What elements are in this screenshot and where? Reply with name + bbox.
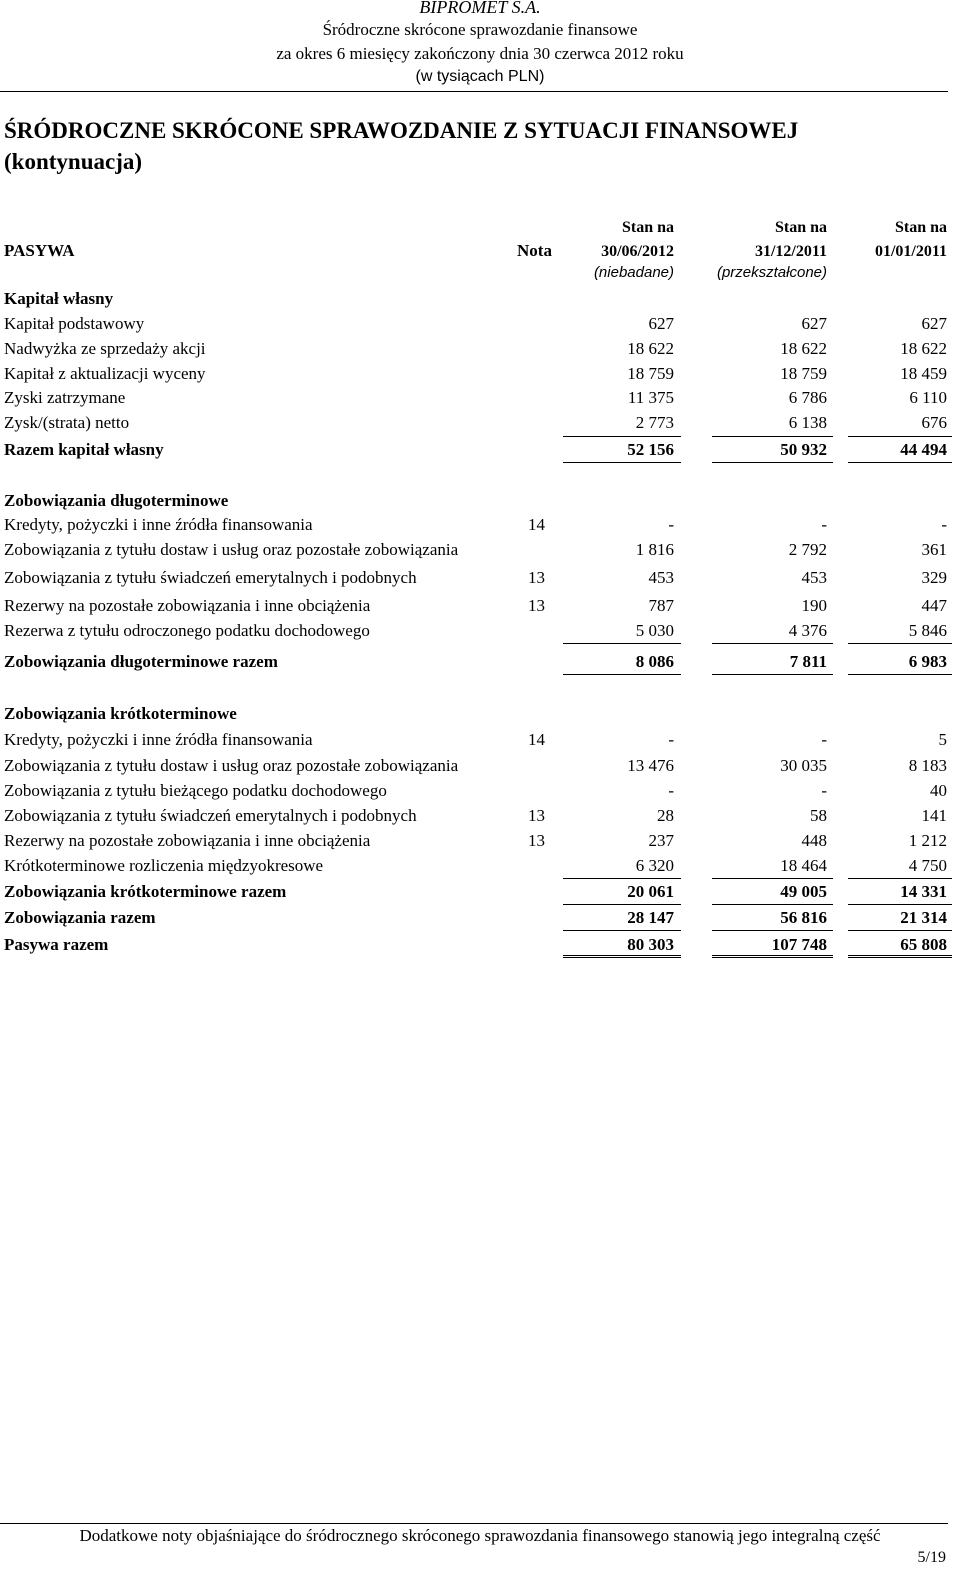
value-2011-01: 40 — [930, 781, 947, 800]
subtotal-rule — [848, 878, 952, 879]
row-label: Zobowiązania długoterminowe razem — [4, 652, 278, 671]
total-rule — [563, 904, 681, 905]
value-2012-06: 28 147 — [627, 908, 674, 927]
row-label: Zyski zatrzymane — [4, 388, 126, 407]
column-header-top: Stan na — [774, 219, 827, 236]
value-2011-01: 447 — [921, 596, 947, 615]
value-2012-06: 453 — [648, 568, 674, 587]
row-label: Rezerwa z tytułu odroczonego podatku dochodowego — [4, 621, 370, 640]
table-row — [0, 804, 960, 828]
row-note: 13 — [528, 806, 545, 825]
value-2011-12: 448 — [801, 831, 827, 850]
value-2012-06: 5 030 — [635, 621, 674, 640]
value-2012-06: 8 086 — [635, 652, 674, 671]
value-2011-12: 18 622 — [780, 339, 827, 358]
column-header-2011-01 — [875, 217, 947, 262]
table-row — [0, 829, 960, 853]
table-row — [0, 728, 960, 752]
row-note: 14 — [528, 515, 545, 534]
row-label: Zobowiązania z tytułu dostaw i usług oraz pozostałe zobowiązania — [4, 540, 459, 559]
header-divider — [0, 91, 948, 92]
value-2012-06: 11 375 — [627, 388, 674, 407]
grand-total-rule — [563, 955, 681, 958]
column-header-top: Stan na — [621, 219, 674, 236]
total-row — [0, 650, 960, 674]
value-2011-01: 5 846 — [908, 621, 947, 640]
value-2011-01: 627 — [921, 314, 947, 333]
value-2011-01: 361 — [921, 540, 947, 559]
row-label: Kredyty, pożyczki i inne źródła finansowania — [4, 515, 313, 534]
table-row — [0, 513, 960, 537]
note-column-header: Nota — [517, 241, 552, 260]
grand-total-rule — [712, 955, 833, 958]
currency-unit: (w tysiącach PLN) — [415, 68, 545, 85]
value-2012-06: 28 — [657, 806, 674, 825]
column-header-2011-12 — [717, 217, 827, 283]
value-2012-06: 1 816 — [635, 540, 674, 559]
value-2011-12: 58 — [810, 806, 827, 825]
value-2011-12: 107 748 — [771, 935, 827, 954]
table-row — [0, 337, 960, 361]
value-2011-01: 676 — [921, 413, 947, 432]
subtotal-rule — [848, 436, 952, 437]
value-2012-06: - — [668, 730, 674, 749]
value-2011-12: 2 792 — [788, 540, 827, 559]
row-note: 14 — [528, 730, 545, 749]
value-2011-01: 6 983 — [908, 652, 947, 671]
value-2012-06: 627 — [648, 314, 674, 333]
shortterm-heading: Zobowiązania krótkoterminowe — [4, 704, 237, 723]
grand-total-rule — [848, 955, 952, 958]
value-2011-12: - — [821, 781, 827, 800]
value-2011-12: 627 — [801, 314, 827, 333]
row-label: Pasywa razem — [4, 935, 109, 954]
value-2011-12: 50 932 — [780, 440, 827, 459]
value-2011-01: 14 331 — [900, 882, 947, 901]
column-header-date: 01/01/2011 — [874, 243, 947, 260]
value-2011-12: 6 138 — [788, 413, 827, 432]
row-label: Kredyty, pożyczki i inne źródła finansowania — [4, 730, 313, 749]
row-label: Zobowiązania krótkoterminowe razem — [4, 882, 287, 901]
value-2011-12: 6 786 — [788, 388, 827, 407]
value-2011-12: 7 811 — [789, 652, 827, 671]
total-row — [0, 438, 960, 462]
value-2012-06: 237 — [648, 831, 674, 850]
value-2011-01: 329 — [921, 568, 947, 587]
statement-subtitle: (kontynuacja) — [4, 149, 143, 174]
table-row — [0, 386, 960, 410]
table-row — [0, 594, 960, 618]
grand-total-row — [0, 933, 960, 957]
row-label: Rezerwy na pozostałe zobowiązania i inne obciążenia — [4, 831, 371, 850]
value-2011-01: 44 494 — [900, 440, 947, 459]
column-header-top: Stan na — [894, 219, 947, 236]
table-row — [0, 779, 960, 803]
row-label: Rezerwy na pozostałe zobowiązania i inne obciążenia — [4, 596, 371, 615]
table-row — [0, 411, 960, 435]
equity-heading: Kapitał własny — [4, 289, 114, 308]
row-label: Krótkoterminowe rozliczenia międzyokresowe — [4, 856, 324, 875]
subtotal-rule — [712, 878, 833, 879]
page-number: 5/19 — [917, 1549, 946, 1566]
value-2011-01: 141 — [921, 806, 947, 825]
value-2012-06: 18 759 — [627, 364, 674, 383]
table-row — [0, 362, 960, 386]
value-2011-01: 4 750 — [908, 856, 947, 875]
value-2011-12: 18 464 — [780, 856, 827, 875]
row-note: 13 — [528, 831, 545, 850]
value-2011-12: 30 035 — [780, 756, 827, 775]
table-row — [0, 754, 960, 778]
total-row — [0, 880, 960, 904]
value-2011-12: - — [821, 515, 827, 534]
value-2011-01: 5 — [938, 730, 947, 749]
table-row — [0, 312, 960, 336]
subtotal-rule — [712, 436, 833, 437]
value-2011-12: 4 376 — [788, 621, 827, 640]
value-2012-06: 2 773 — [635, 413, 674, 432]
table-row — [0, 566, 960, 590]
value-2012-06: - — [668, 781, 674, 800]
value-2011-01: 18 622 — [900, 339, 947, 358]
total-rule — [712, 930, 833, 931]
table-row — [0, 619, 960, 643]
row-label: Kapitał z aktualizacji wyceny — [4, 364, 206, 383]
column-header-note: (niebadane) — [593, 264, 674, 281]
row-label: Zobowiązania z tytułu świadczeń emerytalnych i podobnych — [4, 568, 417, 587]
footer-note: Dodatkowe noty objaśniające do śródrocznego skróconego sprawozdania finansowego stanowią jego integralną część — [79, 1526, 881, 1545]
value-2011-01: 6 110 — [909, 388, 947, 407]
row-note: 13 — [528, 568, 545, 587]
value-2012-06: 18 622 — [627, 339, 674, 358]
value-2011-12: - — [821, 730, 827, 749]
column-header-note: (przekształcone) — [716, 264, 827, 281]
value-2012-06: 20 061 — [627, 882, 674, 901]
liabilities-label: PASYWA — [4, 241, 75, 260]
value-2011-12: 49 005 — [780, 882, 827, 901]
value-2011-12: 453 — [801, 568, 827, 587]
report-period: za okres 6 miesięcy zakończony dnia 30 czerwca 2012 roku — [276, 44, 684, 63]
total-rule — [848, 462, 952, 463]
row-label: Zobowiązania z tytułu dostaw i usług oraz pozostałe zobowiązania — [4, 756, 459, 775]
total-rule — [848, 930, 952, 931]
value-2012-06: 787 — [648, 596, 674, 615]
value-2012-06: - — [668, 515, 674, 534]
value-2011-01: 1 212 — [908, 831, 947, 850]
table-row — [0, 854, 960, 878]
column-header-2012-06 — [594, 217, 674, 283]
row-label: Kapitał podstawowy — [4, 314, 145, 333]
longterm-heading: Zobowiązania długoterminowe — [4, 491, 229, 510]
subtotal-rule — [848, 643, 952, 644]
company-name: BIPROMET S.A. — [419, 0, 541, 17]
value-2011-12: 18 759 — [780, 364, 827, 383]
value-2011-01: 65 808 — [900, 935, 947, 954]
column-header-date: 31/12/2011 — [754, 243, 827, 260]
total-rule — [563, 930, 681, 931]
value-2012-06: 52 156 — [627, 440, 674, 459]
value-2012-06: 13 476 — [627, 756, 674, 775]
row-label: Zobowiązania razem — [4, 908, 156, 927]
total-rule — [712, 904, 833, 905]
row-label: Razem kapitał własny — [4, 440, 164, 459]
value-2011-01: 21 314 — [900, 908, 947, 927]
column-header-date: 30/06/2012 — [601, 243, 674, 260]
value-2011-01: 18 459 — [900, 364, 947, 383]
footer-divider — [0, 1523, 948, 1524]
subtotal-rule — [563, 878, 681, 879]
subtotal-rule — [563, 643, 681, 644]
total-rule — [712, 462, 833, 463]
table-row — [0, 538, 960, 562]
statement-title: ŚRÓDROCZNE SKRÓCONE SPRAWOZDANIE Z SYTUACJI FINANSOWEJ — [4, 118, 799, 143]
report-title: Śródroczne skrócone sprawozdanie finansowe — [322, 20, 638, 39]
value-2012-06: 80 303 — [627, 935, 674, 954]
total-rule — [848, 674, 952, 675]
row-label: Zobowiązania z tytułu świadczeń emerytalnych i podobnych — [4, 806, 417, 825]
total-rule — [712, 674, 833, 675]
value-2011-12: 56 816 — [780, 908, 827, 927]
row-label: Zobowiązania z tytułu bieżącego podatku dochodowego — [4, 781, 387, 800]
value-2011-12: 190 — [801, 596, 827, 615]
total-rule — [563, 462, 681, 463]
row-note: 13 — [528, 596, 545, 615]
value-2012-06: 6 320 — [635, 856, 674, 875]
value-2011-01: 8 183 — [908, 756, 947, 775]
row-label: Zysk/(strata) netto — [4, 413, 130, 432]
row-label: Nadwyżka ze sprzedaży akcji — [4, 339, 206, 358]
value-2011-01: - — [941, 515, 947, 534]
total-rule — [848, 904, 952, 905]
total-rule — [563, 674, 681, 675]
subtotal-rule — [712, 643, 833, 644]
total-row — [0, 906, 960, 930]
subtotal-rule — [563, 436, 681, 437]
